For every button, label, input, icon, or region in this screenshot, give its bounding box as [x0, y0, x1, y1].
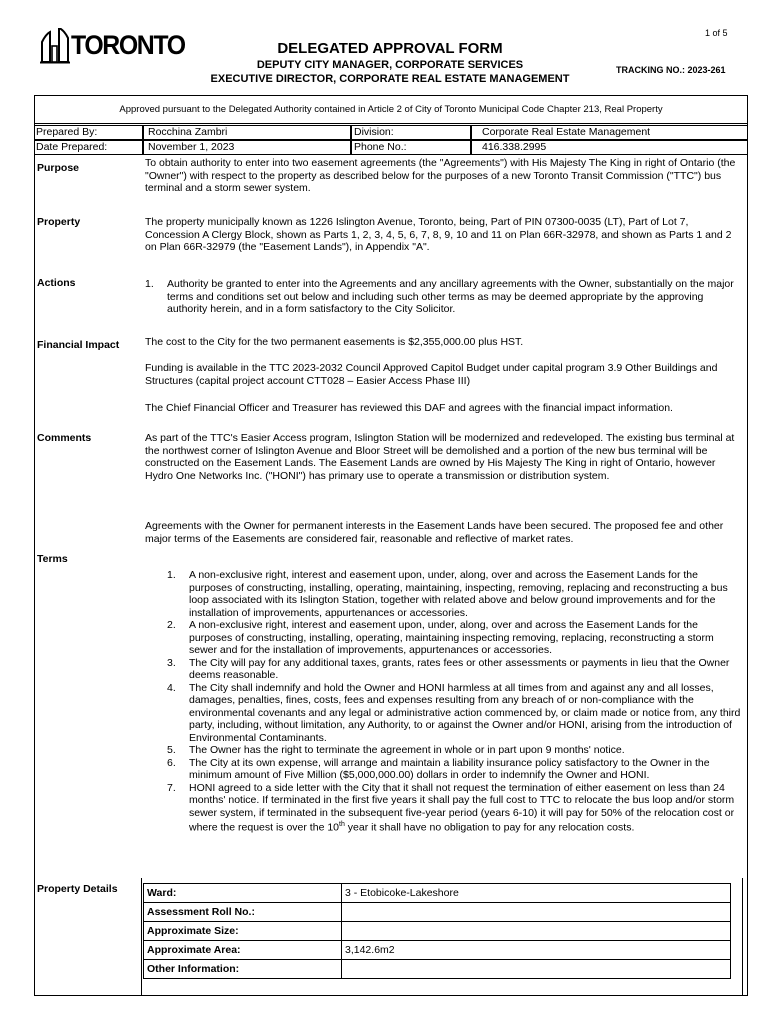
property-text: The property municipally known as 1226 Islington Avenue, Toronto, being, Part of PIN 07300-0035 (LT), Part of Lot 7, Concession A Clergy Block, shown as Parts 1, 2, 3, 4, 5, 6, 7, 8, 9, 10 and 11 on Plan 66R-32978, and shown as Parts 1 and 2 on Plan 66R-32979 (the "Easement Lands"), in Appendix "A".	[145, 216, 732, 253]
list-item	[145, 757, 743, 782]
list-item	[145, 569, 743, 619]
comments-paragraph-1: As part of the TTC's Easier Access program, Islington Station will be modernized and redeveloped. The existing bus terminal at the northwest corner of Islington Avenue and Bloor Street will be demolished and a portion of the new bus terminal will be constructed on the Easement Lands. The Easement Lands are owned by His Majesty The King in right of Ontario, however Hydro One Networks Inc. ("HONI") has primary use to operate a transmission or distribution system.	[145, 432, 735, 482]
form-subtitle-1: DEPUTY CITY MANAGER, CORPORATE SERVICES	[256, 59, 524, 71]
ward-label: Ward:	[144, 884, 342, 903]
list-item	[145, 619, 743, 657]
tracking-number: TRACKING NO.: 2023-261	[616, 65, 726, 75]
actions-list	[145, 278, 743, 316]
item-text: The Owner has the right to terminate the agreement in whole or in part upon 9 months' notice.	[189, 744, 625, 756]
list-item	[145, 682, 743, 745]
item-number: 5.	[167, 744, 176, 756]
financial-impact-label: Financial Impact	[37, 339, 120, 351]
property-label: Property	[37, 216, 81, 228]
actions-label: Actions	[37, 277, 76, 289]
approximate-area-label: Approximate Area:	[144, 941, 342, 960]
item-number: 7.	[167, 781, 176, 794]
item-text: A non-exclusive right, interest and easement upon, under, along, over and across the Easement Lands for the purposes of constructing, installing, operating, maintaining, inspecting, removing, replacing and reconstructing a bus loop associated with its Islington Station, together with related above and below ground improvements and for the installation of improvements, appurtenances or accessories.	[189, 569, 728, 619]
financial-paragraph-1: The cost to the City for the two permanent easements is $2,355,000.00 plus HST.	[145, 336, 524, 348]
item-text: Authority be granted to enter into the Agreements and any ancillary agreements with the Owner, substantially on the major terms and conditions set out below and including such other terms as may be deemed appropriate by the approving authority herein, and in a form satisfactory to the City Solicitor.	[167, 278, 734, 315]
prepared-by-value: Rocchina Zambri	[143, 125, 351, 140]
item-text: HONI agreed to a side letter with the City that it shall not request the termination of either easement on less than 24 months' notice. If terminated in the first five years it shall pay the full cost to TTC to relocate the bus loop and/or storm sewer system, if terminated in the subsequent five-year period (years 6-10) it will pay for 50% of the relocation cost or where the request is over the 10	[189, 781, 735, 834]
comments-paragraph-2: Agreements with the Owner for permanent interests in the Easement Lands have been secured. The proposed fee and other major terms of the Easements are considered fair, reasonable and reflective of market rates.	[145, 520, 724, 545]
page-number: 1 of 5	[705, 28, 728, 38]
terms-list	[145, 569, 743, 834]
assessment-roll-label: Assessment Roll No.:	[144, 903, 342, 922]
approximate-size-label: Approximate Size:	[144, 922, 342, 941]
item-text-continued: year it shall have no obligation to pay for any relocation costs.	[344, 821, 635, 834]
phone-label: Phone No.:	[351, 140, 471, 155]
ordinal-suffix: th	[339, 821, 345, 828]
item-text: The City at its own expense, will arrange and maintain a liability insurance policy satisfactory to the Owner in the minimum amount of Five Million ($5,000,000.00) dollars in order to indemnify the Owner and HONI.	[189, 756, 710, 781]
other-information-label: Other Information:	[144, 960, 342, 979]
item-number: 6.	[167, 756, 176, 769]
list-item	[145, 744, 743, 757]
item-text: The City shall indemnify and hold the Owner and HONI harmless at all times from and against any and all losses, damages, penalties, fines, costs, fees and expenses resulting from any breach of or non-compliance with the environmental covenants and any legal or administrative action commenced by, or claim made or notice from, any third party, including, without limitation, any Authority, to or against the Owner and/or HONI, arising from the introduction of Environmental Contaminants.	[189, 681, 741, 744]
prepared-by-label: Prepared By:	[34, 125, 143, 140]
date-prepared-value: November 1, 2023	[143, 140, 351, 155]
city-hall-icon	[40, 28, 70, 64]
list-item	[145, 278, 743, 316]
item-number: 1.	[167, 569, 176, 581]
form-subtitle-2: EXECUTIVE DIRECTOR, CORPORATE REAL ESTATE MANAGEMENT	[210, 73, 570, 85]
date-prepared-label: Date Prepared:	[34, 140, 143, 155]
form-title: DELEGATED APPROVAL FORM	[277, 40, 503, 57]
terms-label: Terms	[37, 553, 68, 565]
list-item	[145, 657, 743, 682]
purpose-label: Purpose	[37, 162, 80, 174]
toronto-logo	[40, 26, 185, 66]
phone-value: 416.338.2995	[471, 140, 748, 155]
purpose-text: To obtain authority to enter into two easement agreements (the "Agreements") with His Majesty The King in right of Ontario (the "Owner") with respect to the property as described below for the purposes of a new Toronto Transit Commission ("TTC") bus terminal and a storm sewer system.	[145, 157, 736, 194]
item-text: The City will pay for any additional taxes, grants, rates fees or other assessments or payments in lieu that the Owner deems reasonable.	[189, 656, 730, 681]
financial-paragraph-3: The Chief Financial Officer and Treasurer has reviewed this DAF and agrees with the financial impact information.	[145, 402, 673, 414]
property-details-label: Property Details	[37, 883, 118, 895]
approval-statement: Approved pursuant to the Delegated Authority contained in Article 2 of City of Toronto Municipal Code Chapter 213, Real Property	[119, 104, 663, 115]
item-number: 4.	[167, 681, 176, 694]
division-label: Division:	[351, 125, 471, 140]
approximate-area-value: 3,142.6m2	[342, 941, 731, 960]
list-item	[145, 782, 743, 835]
ward-value: 3 - Etobicoke-Lakeshore	[342, 884, 731, 903]
property-details-frame	[141, 878, 743, 995]
logo-wordmark: TORONTO	[71, 30, 185, 60]
frame-divider	[34, 123, 748, 124]
item-text: A non-exclusive right, interest and easement upon, under, along, over and across the Easement Lands for the purposes of constructing, installing, operating, maintaining inspecting removing, replacing, reconstructing a storm sewer and for the installation of improvements, appurtenances or accessories.	[189, 619, 714, 656]
item-number: 3.	[167, 656, 176, 669]
comments-label: Comments	[37, 432, 92, 444]
division-value: Corporate Real Estate Management	[471, 125, 748, 140]
financial-paragraph-2: Funding is available in the TTC 2023-2032 Council Approved Capitol Budget under capital program 3.9 Other Buildings and Structures (capital project account CTT028 – Easier Access Phase III)	[145, 362, 718, 387]
item-number: 1.	[145, 278, 154, 290]
item-number: 2.	[167, 619, 176, 631]
